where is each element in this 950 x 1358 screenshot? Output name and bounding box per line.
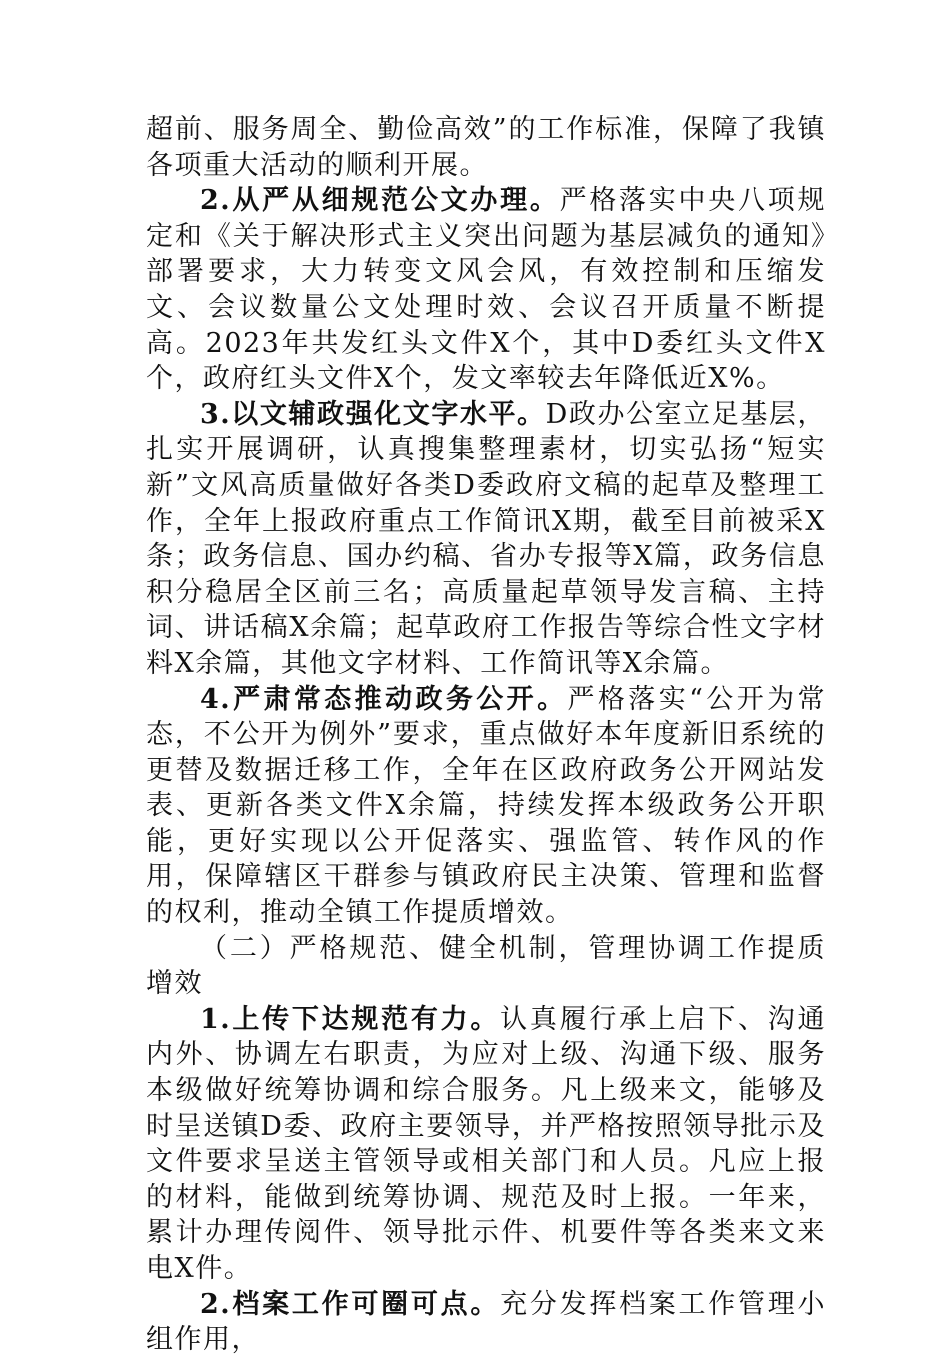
paragraph-government-transparency <box>146 682 826 931</box>
paragraph-continuation <box>146 112 826 183</box>
paragraph-lead: 2.档案工作可圈可点。 <box>200 1288 501 1320</box>
paragraph-body: 严格落实中央八项规定和《关于解决形式主义突出问题为基层减负的通知》部署要求，大力转变文风会风，有效控制和压缩发文、会议数量公文处理时效、会议召开质量不断提高。2023年共发红头文件X个，其中D委红头文件X个，政府红头文件X个，发文率较去年降低近X%。 <box>146 185 827 395</box>
paragraph-document-handling <box>146 183 826 397</box>
paragraph-lead: 2.从严从细规范公文办理。 <box>200 185 560 217</box>
paragraph-archives <box>146 1287 826 1358</box>
paragraph-body: 认真履行承上启下、沟通内外、协调左右职责，为应对上级、沟通下级、服务本级做好统筹协调和综合服务。凡上级来文，能够及时呈送镇D委、政府主要领导，并严格按照领导批示及文件要求呈送主管领导或相关部门和人员。凡应上报的材料，能做到统筹协调、规范及时上报。一年来，累计办理传阅件、领导批示件、机要件等各类来文来电X件。 <box>146 1003 826 1284</box>
paragraph-lead: 3.以文辅政强化文字水平。 <box>200 398 546 430</box>
paragraph-body: D政办公室立足基层，扎实开展调研，认真搜集整理素材，切实弘扬“短实新”文风高质量做好各类D委政府文稿的起草及整理工作，全年上报政府重点工作简讯X期，截至目前被采X条；政务信息、国办约稿、省办专报等X篇，政务信息积分稳居全区前三名；高质量起草领导发言稿、主持词、讲话稿X余篇；起草政府工作报告等综合性文字材料X余篇，其他文字材料、工作简讯等X余篇。 <box>146 398 826 679</box>
document-page <box>146 112 826 1358</box>
paragraph-body: 充分发挥档案工作管理小组作用， <box>146 1288 826 1356</box>
section-heading: （二）严格规范、健全机制，管理协调工作提质增效 <box>146 932 826 1000</box>
paragraph-writing-quality <box>146 397 826 682</box>
paragraph-body: 严格落实“公开为常态，不公开为例外”要求，重点做好本年度新旧系统的更替及数据迁移工作，全年在区政府政务公开网站发表、更新各类文件X余篇，持续发挥本级政务公开职能，更好实现以公开促落实、强监管、转作风的作用，保障辖区干群参与镇政府民主决策、管理和监督的权利，推动全镇工作提质增效。 <box>146 683 827 929</box>
paragraph-lead: 1.上传下达规范有力。 <box>200 1003 501 1035</box>
paragraph-lead: 4.严肃常态推动政务公开。 <box>200 683 568 715</box>
paragraph-communication <box>146 1002 826 1287</box>
paragraph-body: 超前、服务周全、勤俭高效”的工作标准，保障了我镇各项重大活动的顺利开展。 <box>146 114 826 181</box>
